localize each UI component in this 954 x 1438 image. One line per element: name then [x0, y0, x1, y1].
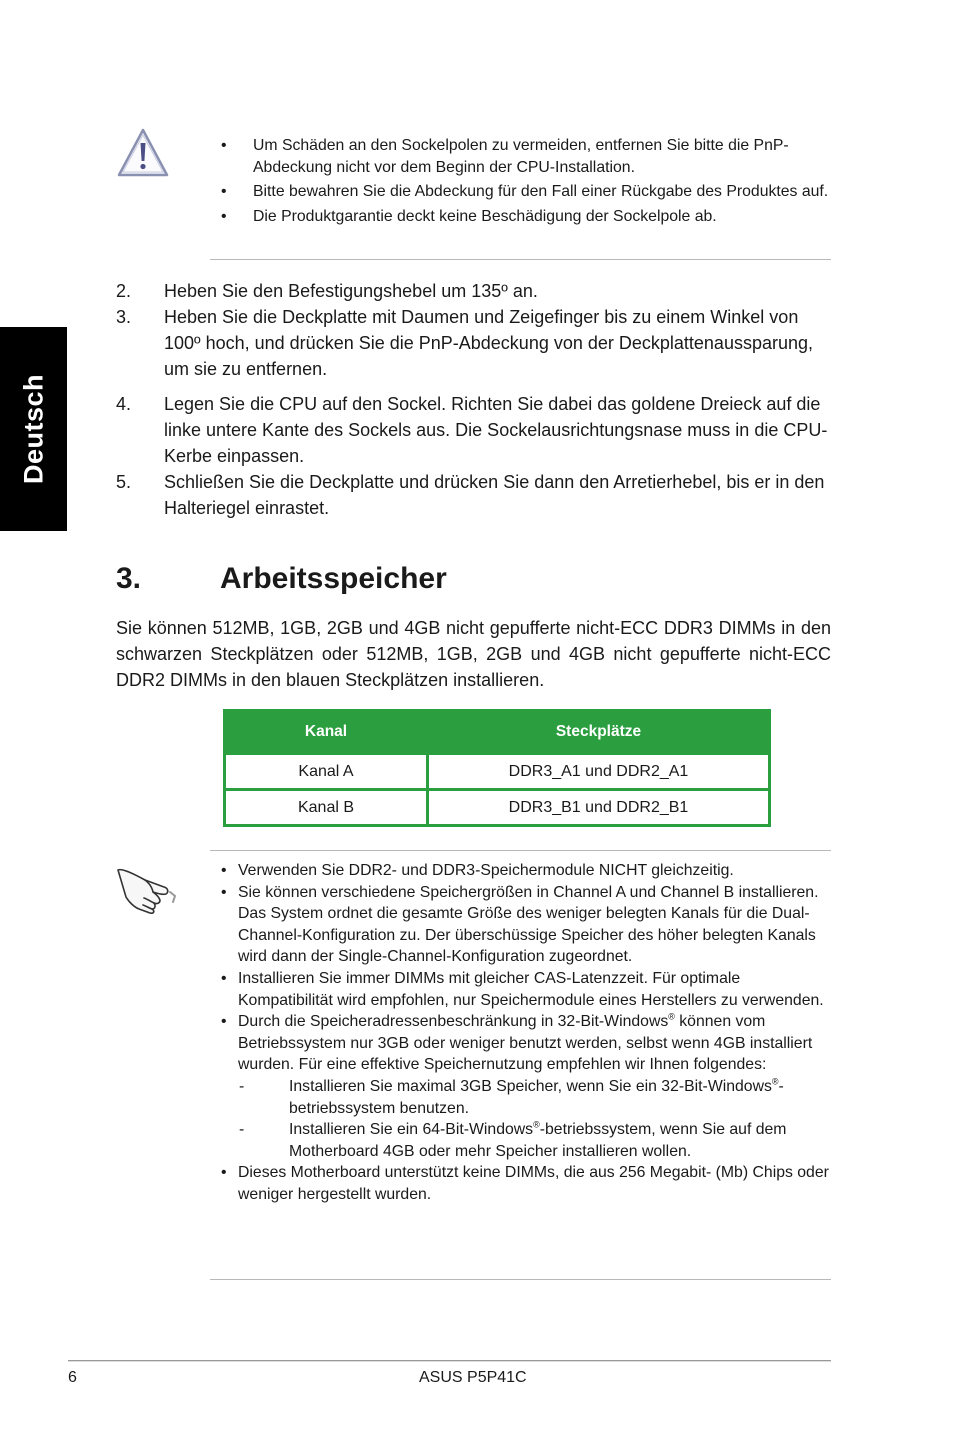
bullet-mark: • [221, 969, 227, 987]
bullet-mark: • [221, 883, 227, 901]
note-sub-item: - Installieren Sie maximal 3GB Speicher, wenn Sie ein 32-Bit-Windows®-betriebssystem benutzen. [239, 1076, 784, 1117]
caution-item: • Bitte bewahren Sie die Abdeckung für den Fall einer Rückgabe des Produktes auf. [210, 181, 831, 203]
note-bottom-divider [210, 1279, 831, 1280]
note-item: • Installieren Sie immer DIMMs mit gleicher CAS-Latenzzeit. Für optimale Kompatibilität wird empfohlen, nur Speichermodule eines Herstellers zu verwenden. [221, 969, 824, 1009]
note-item: • Durch die Speicheradressenbeschränkung in 32-Bit-Windows® können vom Betriebssystem nur 3GB oder weniger benutzt werden, selbst wenn 4GB installiert wurden. Für eine effektive Speichernutzung empfehlen wir Ihnen folgendes: [221, 1011, 813, 1074]
caution-list [210, 135, 831, 230]
step-item: 3. Heben Sie die Deckplatte mit Daumen und Zeigefinger bis zu einem Winkel von 100º hoch, und drücken Sie die PnP-Abdeckung von der Deckplattenaussparung, um sie zu entfernen. [116, 307, 814, 379]
bullet-mark: • [221, 862, 227, 879]
footer-divider [68, 1360, 831, 1361]
installation-steps [116, 278, 832, 521]
bullet-mark: • [221, 1013, 227, 1031]
bullet-mark: • [221, 183, 227, 200]
note-sub-item: - Installieren Sie ein 64-Bit-Windows®-betriebssystem, wenn Sie auf dem Motherboard 4GB oder mehr Speicher installieren wollen. [239, 1119, 787, 1160]
language-tab-label: Deutsch [18, 373, 48, 485]
section-intro: Sie können 512MB, 1GB, 2GB und 4GB nicht gepufferte nicht-ECC DDR3 DIMMs in den schwarzen Steckplätzen oder 512MB, 1GB, 2GB und 4GB nicht gepufferte nicht-ECC DDR2 DIMMs in den blauen Steckplätzen installieren. [116, 618, 831, 690]
table-row [225, 754, 770, 790]
registered-mark: ® [771, 1076, 779, 1087]
caution-item: • Um Schäden an den Sockelpolen zu vermeiden, entfernen Sie bitte die PnP-Abdeckung nicht vor dem Beginn der CPU-Installation. [221, 137, 789, 176]
dash-mark: - [239, 1077, 245, 1095]
table-cell: Kanal B [225, 790, 428, 826]
table-row [225, 790, 770, 826]
table-header-row [225, 711, 770, 754]
registered-mark: ® [533, 1119, 540, 1130]
page-number: 6 [68, 1369, 77, 1386]
column-header: Steckplätze [428, 711, 770, 754]
caution-item: • Die Produktgarantie deckt keine Beschädigung der Sockelpole ab. [210, 206, 831, 228]
table-cell: DDR3_B1 und DDR2_B1 [428, 790, 770, 826]
memory-channel-table [223, 709, 771, 827]
warning-triangle-icon [116, 127, 170, 179]
note-list [210, 860, 831, 1206]
dash-mark: - [239, 1121, 245, 1139]
note-item: • Sie können verschiedene Speichergrößen in Channel A und Channel B installieren. Das System ordnet die gesamte Größe des weniger belegten Kanals für die Dual-Channel-Konfiguration zu. Der überschüssige Speicher des höher belegten Kanals wird dann der Single-Channel-Konfiguration zugeordnet. [221, 883, 819, 966]
language-side-tab [0, 327, 67, 531]
step-item: 2. Heben Sie den Befestigungshebel um 135º an. [116, 281, 538, 301]
note-item: • Verwenden Sie DDR2- und DDR3-Speichermodule NICHT gleichzeitig. [210, 860, 831, 882]
note-top-divider [210, 850, 831, 851]
step-item: 5. Schließen Sie die Deckplatte und drücken Sie dann den Arretierhebel, bis er in den Halteriegel einrastet. [116, 472, 825, 518]
product-model: ASUS P5P41C [419, 1369, 527, 1386]
registered-mark: ® [668, 1011, 675, 1022]
step-item: 4. Legen Sie die CPU auf den Sockel. Richten Sie dabei das goldene Dreieck auf die linke untere Kante des Sockels aus. Die Sockelausrichtungsnase muss in die CPU-Kerbe einpassen. [116, 394, 828, 466]
table-cell: DDR3_A1 und DDR2_A1 [428, 754, 770, 790]
bullet-mark: • [221, 208, 227, 225]
caution-divider [210, 259, 831, 260]
bullet-mark: • [221, 137, 227, 154]
pointing-hand-icon [112, 858, 180, 914]
section-heading: 3. Arbeitsspeicher [116, 562, 447, 595]
note-item: • Dieses Motherboard unterstützt keine DIMMs, die aus 256 Megabit- (Mb) Chips oder weniger hergestellt wurden. [221, 1164, 829, 1203]
table-cell: Kanal A [225, 754, 428, 790]
column-header: Kanal [225, 711, 428, 754]
bullet-mark: • [221, 1164, 227, 1182]
